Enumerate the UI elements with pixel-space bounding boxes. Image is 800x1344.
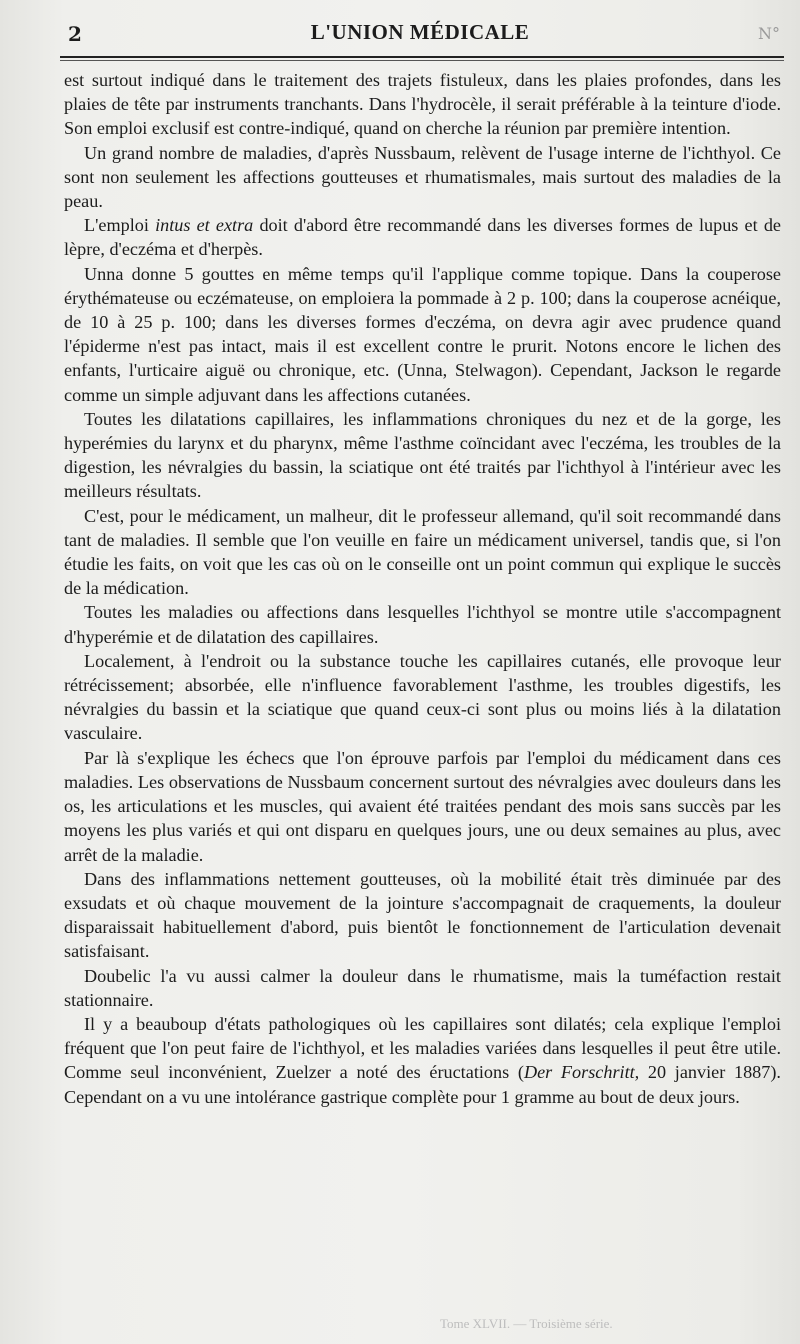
paragraph-text: doit d'abord être recommandé dans les diverses formes de lupus et de lèpre, d'eczéma et d'herpès. <box>64 215 782 260</box>
paragraph: Par là s'explique les échecs que l'on éprouve parfois par l'emploi du médicament dans ces maladies. Les observations de Nussbaum concernent surtout des névralgies avec douleurs dans les os, les articulations et les muscles, qui avaient été traitées pendant des mois sans succès par les moyens les plus variés et qui ont disparu en quelques jours, une ou deux semaines au plus, avec arrêt de la maladie. <box>64 747 781 865</box>
header-rule-thin <box>60 60 784 61</box>
page-number: 2 <box>68 22 82 46</box>
journal-title: Der Forschritt, <box>523 1062 640 1083</box>
paragraph: Toutes les maladies ou affections dans lesquelles l'ichthyol se montre utile s'accompagnent d'hyperémie et de dilatation des capillaires. <box>64 602 781 647</box>
latin-phrase: intus et extra <box>155 215 254 236</box>
header-rule <box>60 56 784 58</box>
page-footer: Tome XLVII. — Troisième série. <box>440 1316 613 1331</box>
paragraph: est surtout indiqué dans le traitement des trajets fistuleux, dans les plaies profondes, dans les plaies de tête par instruments tranchants. Dans l'hydrocèle, il serait préférable à la teinture d'iode. Son emploi exclusif est contre-indiqué, quand on cherche la réunion par première intention. <box>64 70 781 139</box>
paragraph: Localement, à l'endroit ou la substance touche les capillaires cutanés, elle provoque leur rétrécissement; absorbée, elle n'influence favorablement l'asthme, les troubles digestifs, les névralgies du bassin et la sciatique que quand ceux-ci sont plus ou moins liés à la dilatation vasculaire. <box>64 650 781 744</box>
page-header <box>60 18 780 50</box>
running-title: L'UNION MÉDICALE <box>310 20 530 44</box>
paragraph <box>64 1012 781 1109</box>
paragraph: Un grand nombre de maladies, d'après Nussbaum, relèvent de l'usage interne de l'ichthyol. Ce sont non seulement les affections goutteuses et rhumatismales, mais surtout des maladies de la peau. <box>64 142 781 212</box>
paragraph-text: L'emploi <box>84 215 156 236</box>
paragraph: C'est, pour le médicament, un malheur, dit le professeur allemand, qu'il soit recommandé dans tant de maladies. Il semble que l'on veuille en faire un médicament universel, tandis que, si l'on étudie les faits, on voit que les cas où on le conseille ont un point commun qui explique le succès de la médication. <box>64 505 781 599</box>
issue-number: N° <box>758 24 780 43</box>
paragraph: Toutes les dilatations capillaires, les inflammations chroniques du nez et de la gorge, les hyperémies du larynx et du pharynx, même l'asthme coïncidant avec l'eczéma, les troubles de la digestion, les névralgies du bassin, la sciatique ont été traités par l'ichthyol à l'intérieur avec les meilleurs résultats. <box>64 408 781 502</box>
paragraph: Dans des inflammations nettement goutteuses, où la mobilité était très diminuée par des exsudats et où chaque mouvement de la jointure s'accompagnait de craquements, la douleur disparaissait habituellement d'abord, puis bientôt le fonctionnement de l'articulation devenait satisfaisant. <box>64 868 781 962</box>
paragraph-text: 20 janvier 1887). Cependant on a vu une intolérance gastrique complète pour 1 gramme au bout de deux jours. <box>64 1062 781 1107</box>
paragraph: Doubelic l'a vu aussi calmer la douleur dans le rhumatisme, mais la tuméfaction restait stationnaire. <box>64 965 781 1010</box>
article-body <box>64 68 781 1109</box>
paragraph-text: Il y a beauboup d'états pathologiques où les capillaires sont dilatés; cela explique l'emploi fréquent que l'on peut faire de l'ichthyol, et les maladies variées dans lesquelles il peut être utile. Comme seul inconvénient, Zuelzer a noté des éructations ( <box>64 1013 781 1083</box>
paragraph <box>64 213 781 261</box>
paragraph: Unna donne 5 gouttes en même temps qu'il l'applique comme topique. Dans la couperose érythémateuse ou eczémateuse, on emploiera la pommade à 2 p. 100; dans la couperose acnéique, de 10 à 25 p. 100; dans les diverses formes d'eczéma, on devra agir avec prudence quand l'épiderme n'est pas intact, mais il est excellent contre le prurit. Notons encore le lichen des enfants, l'urticaire aiguë ou chronique, etc. (Unna, Stelwagon). Cependant, Jackson le regarde comme un simple adjuvant dans les affections cutanées. <box>64 263 781 405</box>
